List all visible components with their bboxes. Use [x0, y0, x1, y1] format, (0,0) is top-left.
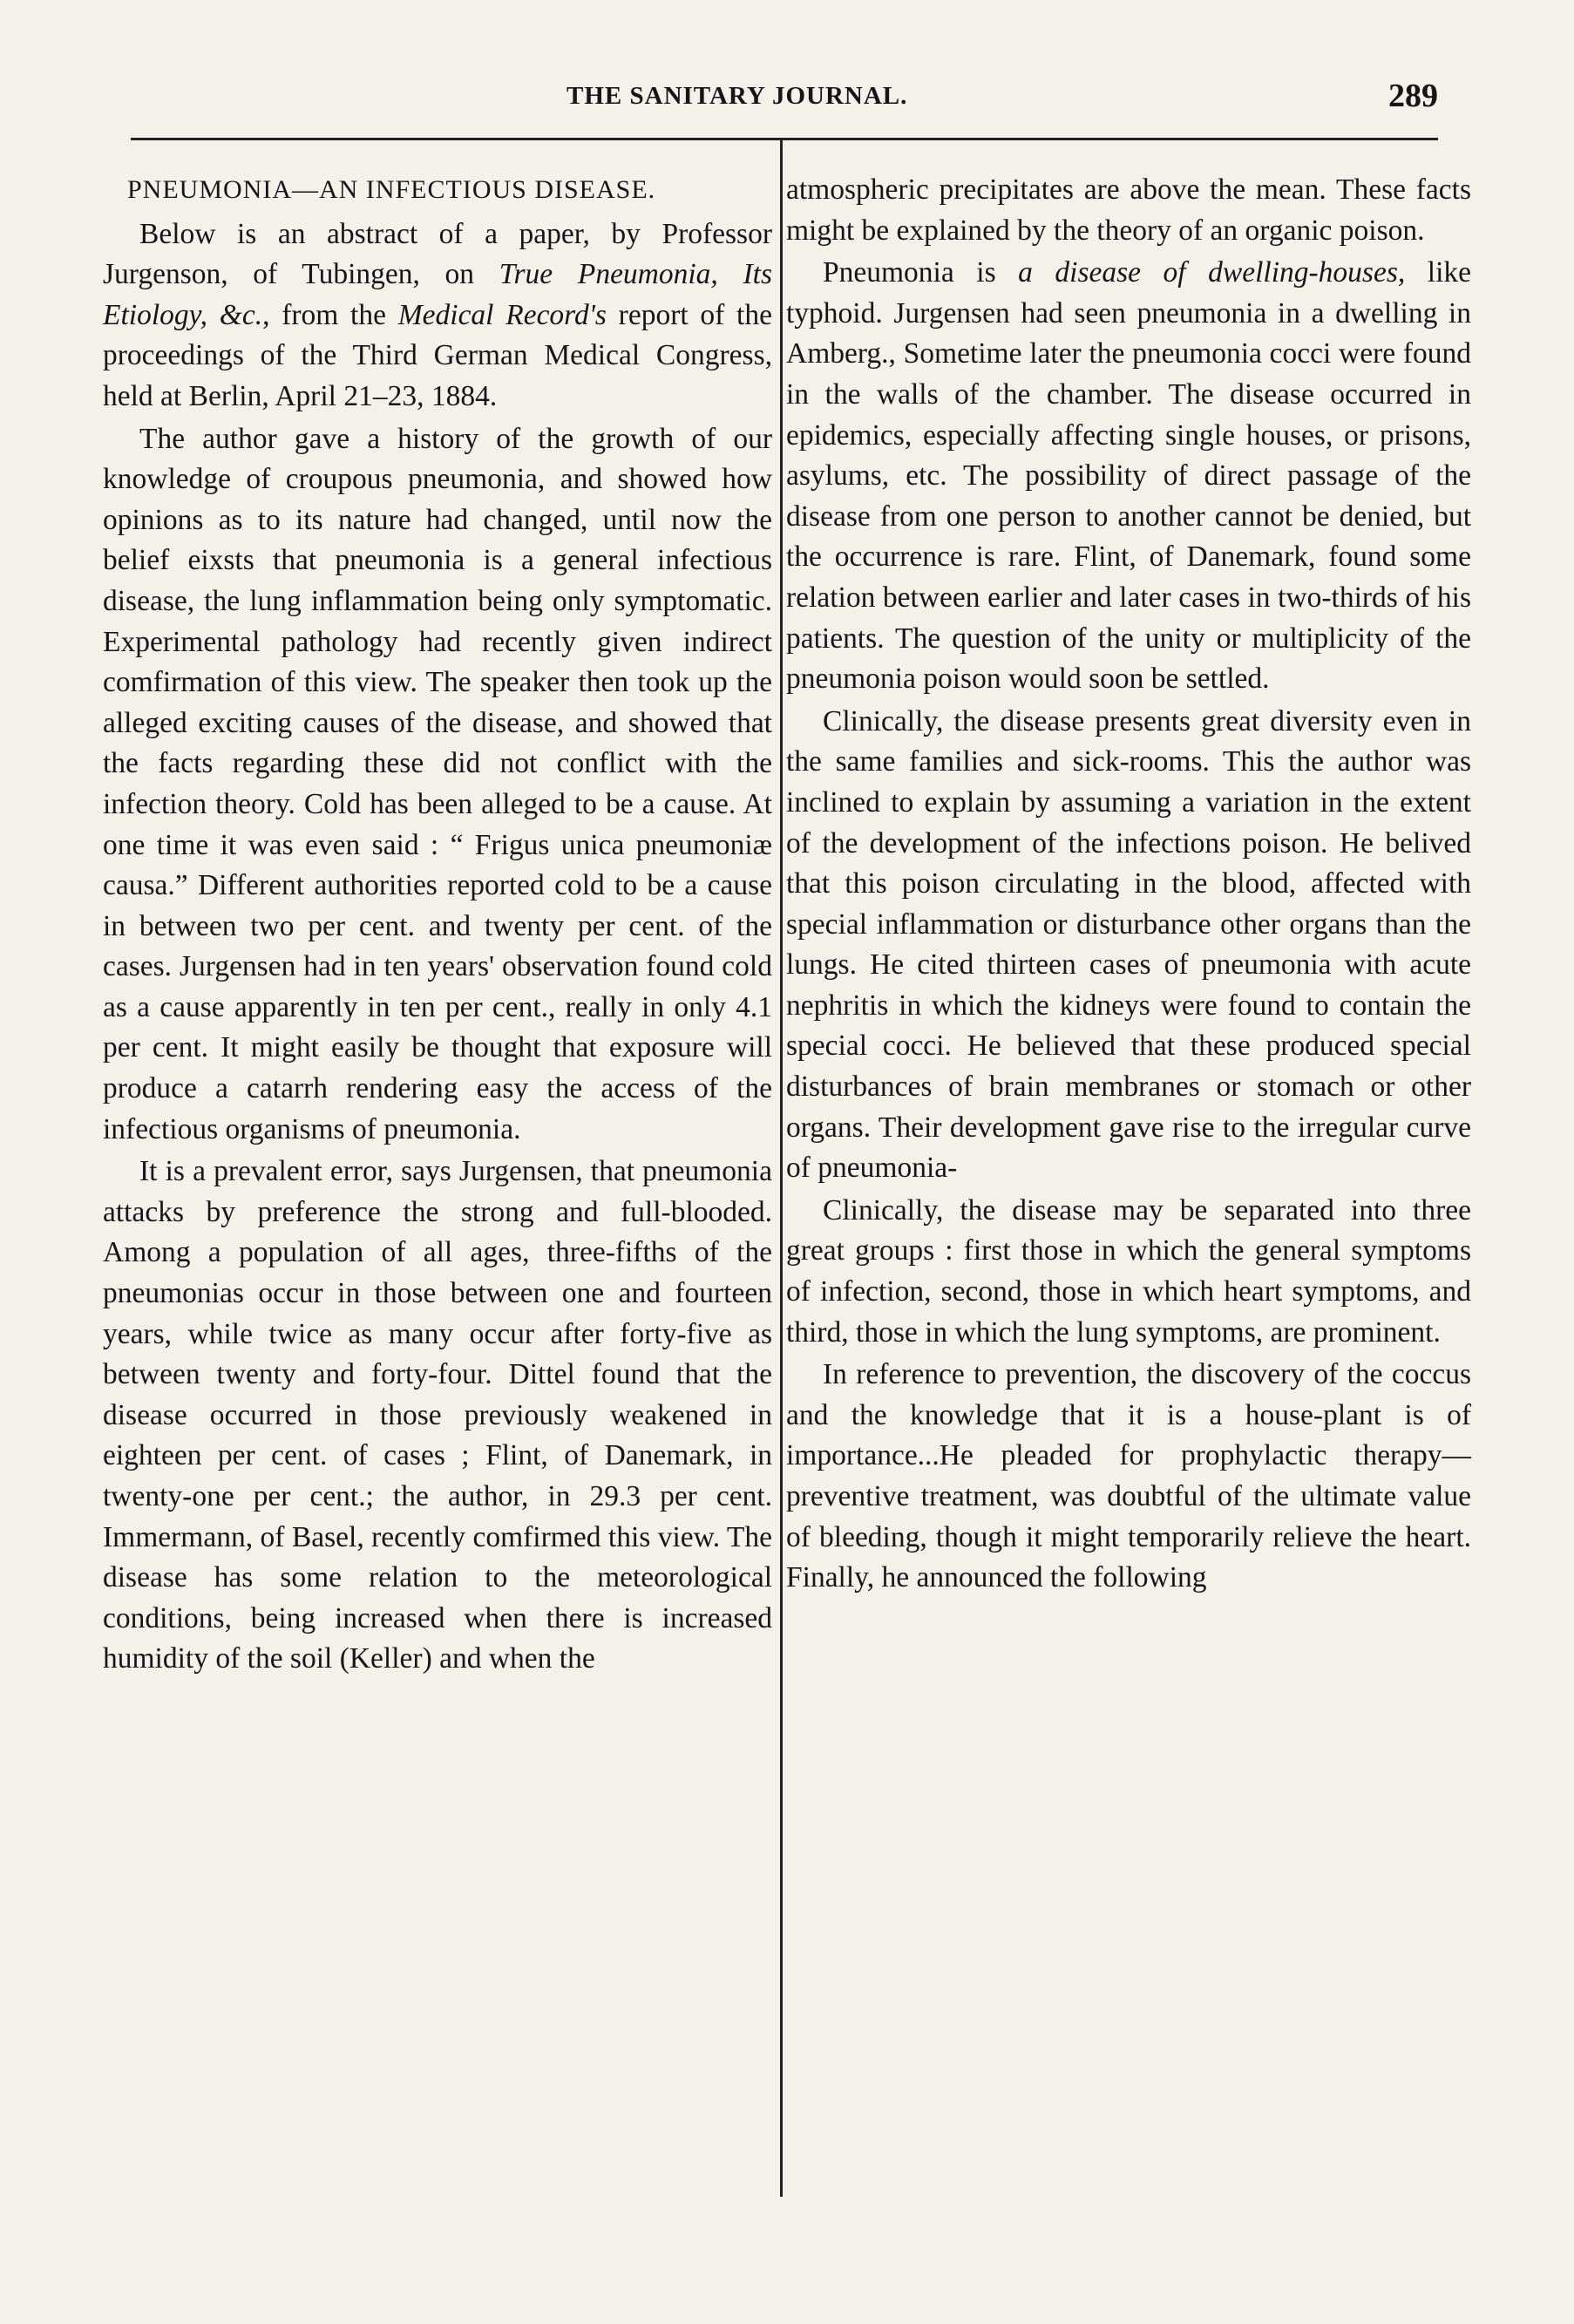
- journal-title: THE SANITARY JOURNAL.: [567, 82, 908, 110]
- paragraph-dwelling-emphasis: a disease of dwelling-houses,: [1018, 256, 1406, 289]
- paragraph-dwelling-houses: [786, 253, 1471, 700]
- paragraph-prevention: In reference to prevention, the discovery of the coccus and the knowledge that it is a house-plant is of importance...He pleaded for prophylactic therapy—preventive treatment, was doubtful of the ultimate value of bleeding, though it might temporarily relieve the heart. Finally, he announced the following: [786, 1358, 1471, 1594]
- paragraph-clinical-groups: Clinically, the disease may be separated into three great groups : first those in which the general symptoms of infection, second, those in which heart symptoms, and third, those in which the lung symptoms, are prominent.: [786, 1193, 1471, 1349]
- paragraph-intro-text-c: , from the: [262, 298, 398, 331]
- paragraph-intro: [103, 214, 772, 418]
- header-rule: [131, 138, 1438, 140]
- paragraph-dwelling-text-c: like typhoid. Jurgensen had seen pneumonia in a dwelling in Amberg., Sometime later the pneumonia cocci were found in the walls of the chamber. The disease occurred in epidemics, especially affecting single houses, or prisons, asylums, etc. The possibility of direct passage of the disease from one person to another cannot be denied, but the occurrence is rare. Flint, of Danemark, found some relation between earlier and later cases in two-thirds of his patients. The question of the unity or multiplicity of the pneumonia poison would soon be settled.: [786, 256, 1471, 696]
- paragraph-intro-source: Medical Record's: [397, 298, 607, 331]
- left-column: [103, 170, 772, 1682]
- paragraph-prevalent-error: It is a prevalent error, says Jurgensen, that pneumonia attacks by preference the strong and full-blooded. Among a population of all ages, three-fifths of the pneumonias occur in those between one and fourteen years, while twice as many occur after forty-five as between twenty and forty-four. Dittel found that the disease occurred in those previously weakened in eighteen per cent. of cases ; Flint, of Danemark, in twenty-one per cent.; the author, in 29.3 per cent. Immermann, of Basel, recently comfirmed this view. The disease has some relation to the meteorological conditions, being increased when there is increased humidity of the soil (Keller) and when the: [103, 1155, 772, 1675]
- running-header: [131, 80, 1438, 115]
- paragraph-continuation: atmospheric precipitates are above the mean. These facts might be explained by the theory of an organic poison.: [786, 173, 1471, 247]
- page-number: 289: [1388, 78, 1438, 114]
- paragraph-intro-title: True Pneumonia, Its Etiology, &c.: [103, 258, 772, 331]
- paragraph-history: The author gave a history of the growth of our knowledge of croupous pneumonia, and showed how opinions as to its nature had changed, until now the belief eixsts that pneumonia is a general infectious disease, the lung inflammation being only symptomatic. Experimental pathology had recently given indirect comfirmation of this view. The speaker then took up the alleged exciting causes of the disease, and showed that the facts regarding these did not conflict with the infection theory. Cold has been alleged to be a cause. At one time it was even said : “ Frigus unica pneumoniæ causa.” Different authorities reported cold to be a cause in between two per cent. and twenty per cent. of the cases. Jurgensen had in ten years' observation found cold as a cause apparently in ten per cent., really in only 4.1 per cent. It might easily be thought that exposure will produce a catarrh rendering easy the access of the infectious organisms of pneumonia.: [103, 422, 772, 1145]
- column-divider: [780, 139, 783, 2197]
- paragraph-intro-text-a: Below is an abstract of a paper, by Professor Jurgenson, of Tubingen, on: [103, 217, 772, 291]
- right-column: [786, 170, 1471, 1600]
- paragraph-intro-text-e: report of the proceedings of the Third German Medical Congress, held at Berlin, April 21–23, 1884.: [103, 298, 772, 412]
- paragraph-dwelling-text-a: Pneumonia is: [823, 256, 1019, 289]
- article-heading: PNEUMONIA—AN INFECTIOUS DISEASE.: [127, 175, 656, 204]
- paragraph-clinical-diversity: Clinically, the disease presents great diversity even in the same families and sick-rooms. This the author was inclined to explain by assuming a variation in the extent of the development of the infections poison. He belived that this poison circulating in the blood, affected with special inflammation or disturbance other organs than the lungs. He cited thirteen cases of pneumonia with acute nephritis in which the kidneys were found to contain the special cocci. He believed that these produced special disturbances of brain membranes or stomach or other organs. Their development gave rise to the irregular curve of pneumonia-: [786, 704, 1471, 1185]
